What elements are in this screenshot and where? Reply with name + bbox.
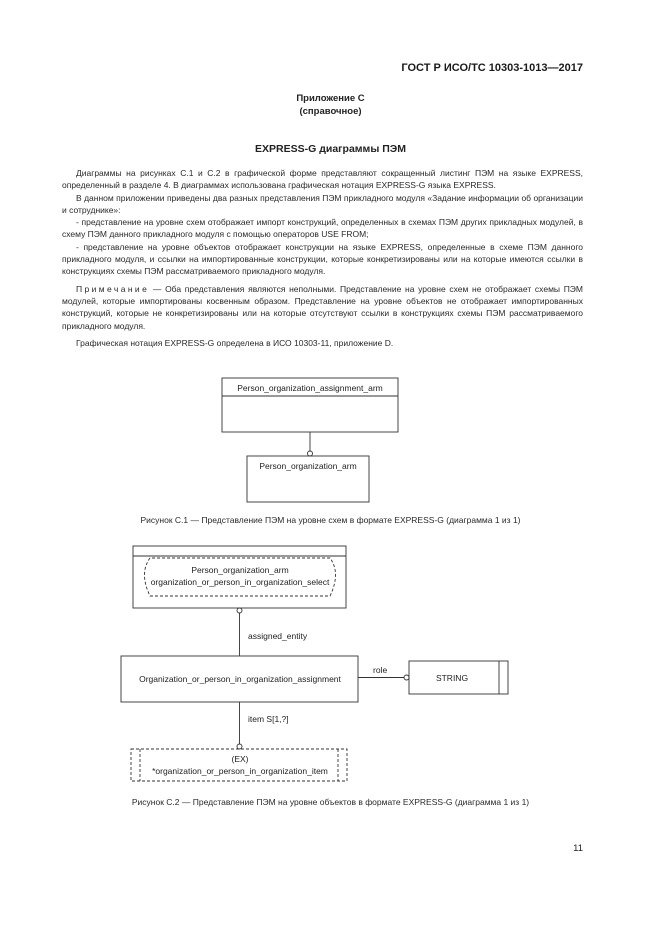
paragraph-notation: Графическая нотация EXPRESS-G определена в ИСО 10303-11, приложение D. <box>76 337 394 348</box>
annex-heading <box>0 92 661 118</box>
paragraph-schema-level: - представление на уровне схем отображает импорт конструкций, определенных в схемах ПЭМ других прикладных модулей, в схему ПЭМ данного прикладного модуля с помощью операторов USE FROM; <box>62 217 583 240</box>
schema-assignment-label: Person_organization_assignment_arm <box>237 383 383 393</box>
figure-c1-caption: Рисунок С.1 — Представление ПЭМ на уровне схем в формате EXPRESS-G (диаграмма 1 из 1) <box>140 515 521 525</box>
note-label: Примечание <box>76 283 150 294</box>
paragraph-views: В данном приложении приведены два разных представления ПЭМ прикладного модуля «Задание информации об организации и сотруднике»: <box>62 192 583 215</box>
connector-circle-icon <box>404 675 409 680</box>
connector-circle-icon <box>237 744 242 749</box>
entity-assignment-label: Organization_or_person_in_organization_assignment <box>139 674 341 684</box>
assigned-entity-label: assigned_entity <box>248 631 308 641</box>
role-label: role <box>373 665 388 675</box>
schema-person-org-label: Person_organization_arm <box>259 461 357 471</box>
external-ref-line2: *organization_or_person_in_organization_item <box>152 766 328 776</box>
paragraph-entity-level: - представление на уровне объектов отображает конструкции на языке EXPRESS, определенные в схеме ПЭМ данного прикладного модуля, и ссылки на импортированные конструкции, которые конкретизированы или на которые имеются ссылки в конструкциях схемы ПЭМ рассматриваемого прикладного модуля. <box>62 241 583 277</box>
annex-subtitle: (справочное) <box>299 106 362 117</box>
standard-header: ГОСТ Р ИСО/ТС 10303-1013—2017 <box>401 62 583 74</box>
note-text: — Оба представления являются неполными. Представление на уровне схем не отображает схемы ПЭМ модулей, которые импортированы косвенным образом. Представление на уровне объектов не отображает импортированных конструкций, которые не конкретизированы или на которые отсутствуют ссылки в конструкциях схемы ПЭМ рассматриваемого прикладного модуля. <box>62 283 583 331</box>
body-text <box>62 167 583 349</box>
figure-c1-diagram <box>0 370 661 510</box>
select-line1: Person_organization_arm <box>191 565 289 575</box>
select-line2: organization_or_person_in_organization_select <box>150 577 330 587</box>
section-title: EXPRESS-G диаграммы ПЭМ <box>255 143 406 155</box>
figure-c2-diagram <box>0 540 661 790</box>
note-paragraph <box>62 283 583 332</box>
string-type-label: STRING <box>435 673 469 683</box>
connector-circle-icon <box>237 608 242 613</box>
paragraph-intro: Диаграммы на рисунках С.1 и С.2 в графической форме представляют сокращенный листинг ПЭМ на языке EXPRESS, определенный в разделе 4. В диаграммах использована графическая нотация EXPRESS-G языка EXPRESS. <box>62 168 583 191</box>
page-number: 11 <box>573 843 583 854</box>
item-label: item S[1,?] <box>248 714 289 724</box>
annex-title: Приложение С <box>296 93 365 104</box>
external-ref-line1: (EX) <box>231 754 249 764</box>
figure-c2-caption: Рисунок С.2 — Представление ПЭМ на уровне объектов в формате EXPRESS-G (диаграмма 1 из 1) <box>131 797 530 807</box>
connector-circle-icon <box>308 451 313 456</box>
